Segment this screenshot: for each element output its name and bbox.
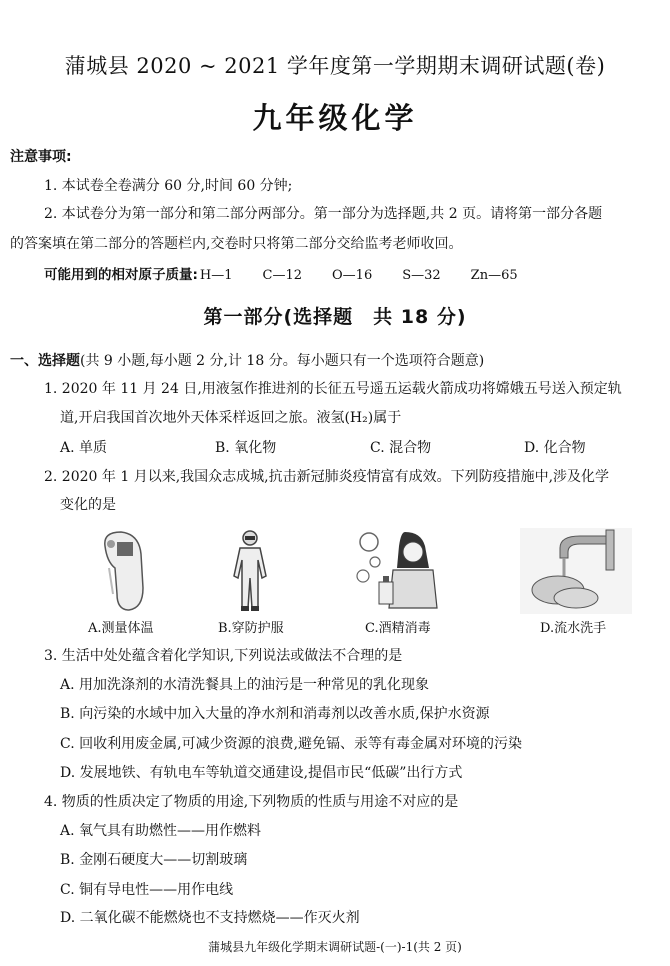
atomic-masses-label: 可能用到的相对原子质量:: [44, 267, 198, 283]
q2-line-1: 2. 2020 年 1 月以来,我国众志成城,抗击新冠肺炎疫情富有成效。下列防疫措施中,涉及化学: [44, 469, 610, 485]
mass-s: S—32: [402, 268, 441, 283]
q3-option-d: D. 发展地铁、有轨电车等轨道交通建设,提倡市民“低碳”出行方式: [60, 765, 463, 781]
notes-item-2-line-1: 2. 本试卷分为第一部分和第二部分两部分。第一部分为选择题,共 2 页。请将第一部分各题: [44, 206, 603, 222]
notes-item-1: 1. 本试卷全卷满分 60 分,时间 60 分钟;: [44, 178, 293, 194]
mass-zn: Zn—65: [470, 268, 518, 283]
q1-line-2: 道,开启我国首次地外天体采样返回之旅。液氢(H₂)属于: [60, 410, 402, 426]
notes-item-2-line-2: 的答案填在第二部分的答题栏内,交卷时只将第二部分交给监考老师收回。: [10, 236, 463, 252]
q1-option-b: B. 氧化物: [215, 440, 277, 456]
section-label: 一、选择题: [10, 353, 80, 369]
q3-option-c: C. 回收利用废金属,可减少资源的浪费,避免镉、汞等有毒金属对环境的污染: [60, 736, 523, 752]
atomic-masses: [44, 263, 518, 283]
q3-option-a: A. 用加洗涤剂的水清洗餐具上的油污是一种常见的乳化现象: [60, 677, 430, 693]
part1-title: 第一部分(选择题 共 18 分): [203, 306, 467, 328]
q3-option-b: B. 向污染的水域中加入大量的净水剂和消毒剂以改善水质,保护水资源: [60, 706, 490, 722]
q4-stem: 4. 物质的性质决定了物质的用途,下列物质的性质与用途不对应的是: [44, 794, 459, 810]
section-desc: (共 9 小题,每小题 2 分,计 18 分。每小题只有一个选项符合题意): [80, 353, 485, 369]
q2-caption-d: D.流水洗手: [540, 621, 607, 636]
q2-line-2: 变化的是: [60, 497, 116, 513]
notes-heading: 注意事项:: [10, 149, 72, 165]
exam-title: 蒲城县 2020 ~ 2021 学年度第一学期期末调研试题(卷): [64, 54, 606, 78]
q4-option-d: D. 二氧化碳不能燃烧也不支持燃烧——作灭火剂: [60, 910, 360, 926]
faucet-washing-image: [520, 528, 632, 614]
q1-option-d: D. 化合物: [524, 440, 586, 456]
q1-option-c: C. 混合物: [370, 440, 432, 456]
q2-caption-b: B.穿防护服: [218, 621, 284, 636]
q4-option-a: A. 氧气具有助燃性——用作燃料: [60, 823, 262, 839]
q4-option-c: C. 铜有导电性——用作电线: [60, 882, 234, 898]
mass-o: O—16: [332, 268, 373, 283]
page-footer: 蒲城县九年级化学期末调研试题-(一)-1(共 2 页): [208, 940, 462, 954]
protective-suit-image: [228, 528, 272, 614]
q3-stem: 3. 生活中处处蕴含着化学知识,下列说法或做法不合理的是: [44, 648, 403, 664]
q4-option-b: B. 金刚石硬度大——切割玻璃: [60, 852, 248, 868]
q1-line-1: 1. 2020 年 11 月 24 日,用液氢作推进剂的长征五号遥五运载火箭成功将嫦娥五号送入预定轨: [44, 381, 622, 397]
mass-h: H—1: [199, 268, 233, 283]
alcohol-disinfection-image: [355, 528, 445, 614]
section-heading: [10, 350, 484, 370]
q2-caption-a: A.测量体温: [88, 621, 154, 636]
mass-c: C—12: [262, 268, 303, 283]
q2-caption-c: C.酒精消毒: [365, 621, 431, 636]
exam-subtitle: 九年级化学: [252, 101, 418, 135]
thermometer-image: [95, 528, 155, 614]
q1-option-a: A. 单质: [60, 440, 108, 456]
